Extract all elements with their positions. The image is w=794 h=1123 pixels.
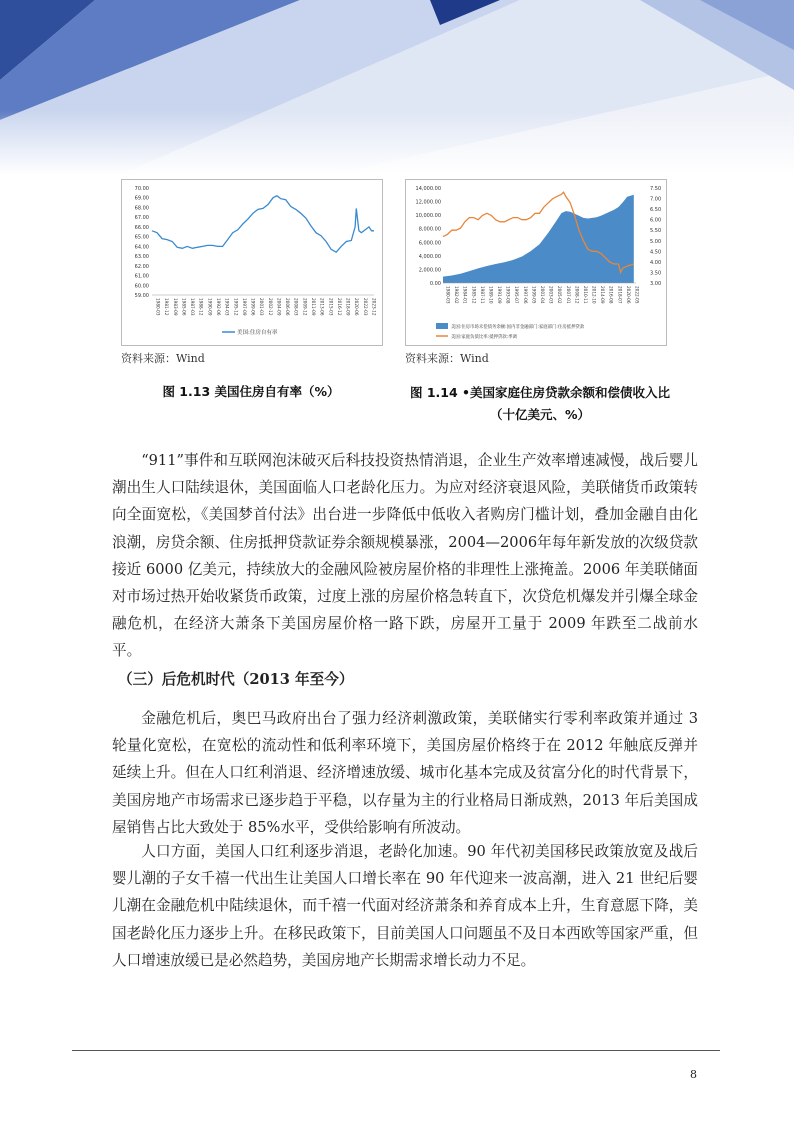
x-tick-label: 2006-06 <box>285 298 291 316</box>
x-tick-label: 2001-03 <box>259 298 265 316</box>
x-tick-label: 1989-10 <box>488 286 494 304</box>
y-left-tick-label: 0.00 <box>429 281 441 287</box>
x-tick-label: 2015-03 <box>328 298 334 316</box>
x-tick-label: 1984-01 <box>462 286 468 304</box>
x-tick-label: 2022-05 <box>634 286 640 304</box>
figure-1-14-caption-line2: （十亿美元、%） <box>489 407 591 422</box>
y-right-tick-label: 7.50 <box>650 186 662 192</box>
y-tick-label: 66.00 <box>134 224 149 231</box>
x-tick-label: 1980-03 <box>155 298 161 316</box>
x-tick-label: 1983-09 <box>172 298 178 316</box>
figure-1-14-caption <box>395 382 685 426</box>
x-tick-label: 1981-12 <box>164 298 170 316</box>
x-tick-label: 2020-06 <box>354 298 360 316</box>
y-right-tick-label: 3.00 <box>650 281 662 287</box>
x-tick-label: 2018-07 <box>617 286 623 304</box>
x-tick-label: 2020-06 <box>625 286 631 304</box>
x-tick-label: 2008-03 <box>293 298 299 316</box>
figure-1-13-source: 资料来源：Wind <box>121 352 205 365</box>
x-tick-label: 1994-03 <box>224 298 230 316</box>
section-heading: （三）后危机时代（2013 年至今） <box>118 671 354 688</box>
y-tick-label: 59.00 <box>134 293 149 299</box>
figure-1-14-source: 资料来源：Wind <box>405 352 489 365</box>
x-tick-label: 1980-03 <box>445 286 451 304</box>
y-right-tick-label: 4.00 <box>650 259 662 266</box>
paragraph-2: 金融危机后，奥巴马政府出台了强力经济刺激政策，美联储实行零利率政策并通过 3 轮量化宽松，在宽松的流动性和低利率环境下，美国房屋价格终于在 2012 年触底反弹并延续上升。但在人口红利消退、经济增速放缓、城市化基本完成及贫富分化的时代背景下，美国房地产市场需求已逐步趋于平稳，以存量为主的行业格局日渐成熟，2013 年后美国成屋销售占比大致处于 85%水平，受供给影响有所波动。 <box>112 710 698 836</box>
x-tick-label: 2013-06 <box>319 298 325 316</box>
x-tick-label: 2002-12 <box>267 298 273 316</box>
y-right-tick-label: 6.50 <box>650 207 662 214</box>
x-tick-label: 1997-06 <box>522 286 528 304</box>
y-left-tick-label: 14,000.00 <box>415 186 441 192</box>
x-tick-label: 1993-08 <box>505 286 511 304</box>
y-tick-label: 61.00 <box>134 273 149 280</box>
figure-1-13-caption: 图 1.13 美国住房自有率（%） <box>162 384 340 399</box>
y-right-tick-label: 5.00 <box>650 238 662 245</box>
x-tick-label: 2023-12 <box>371 298 377 316</box>
homeownership-rate-chart <box>122 180 382 345</box>
x-tick-label: 2014-09 <box>600 286 606 304</box>
x-tick-label: 2008-12 <box>574 286 580 304</box>
x-tick-label: 1999-05 <box>531 286 537 304</box>
y-tick-label: 62.00 <box>134 263 149 270</box>
x-tick-label: 2016-12 <box>336 298 342 316</box>
x-tick-label: 1995-07 <box>514 286 520 304</box>
x-tick-label: 1985-12 <box>471 286 477 304</box>
y-tick-label: 64.00 <box>134 244 149 251</box>
y-tick-label: 69.00 <box>134 195 149 202</box>
x-tick-label: 1990-09 <box>207 298 213 316</box>
y-tick-label: 70.00 <box>134 186 149 192</box>
x-tick-label: 1991-09 <box>497 286 503 304</box>
x-tick-label: 1987-03 <box>190 298 196 316</box>
y-tick-label: 68.00 <box>134 205 149 212</box>
x-tick-label: 2005-02 <box>557 286 563 304</box>
x-tick-label: 2004-09 <box>276 298 282 316</box>
y-right-tick-label: 3.50 <box>650 270 662 277</box>
y-tick-label: 67.00 <box>134 215 149 222</box>
legend-label-area: 美国:住房市场未偿债务余额:国内非金融部门:家庭部门:住房抵押贷款 <box>451 325 585 330</box>
y-tick-label: 63.00 <box>134 254 149 261</box>
y-left-tick-label: 10,000.00 <box>415 213 441 220</box>
x-tick-label: 1995-12 <box>233 298 239 316</box>
paragraph-1: “911”事件和互联网泡沫破灭后科技投资热情消退，企业生产效率增速减慢，战后婴儿潮出生人口陆续退休，美国面临人口老龄化压力。为应对经济衰退风险，美联储货币政策转向全面宽松，《美国梦首付法》出台进一步降低中低收入者购房门槛计划，叠加金融自由化浪潮，房贷余额、住房抵押贷款证券余额规模暴涨，2004—2006年每年新发放的次级贷款接近 6000 亿美元，持续放大的金融风险被房屋价格的非理性上涨掩盖。2006 年美联储面对市场过热开始收紧货币政策，过度上涨的房屋价格急转直下，次贷危机爆发并引爆全球金融危机，在经济大萧条下美国房屋价格一路下跌，房屋开工量于 2009 年跌至二战前水平。 <box>112 452 698 660</box>
y-tick-label: 65.00 <box>134 234 149 241</box>
x-tick-label: 2011-09 <box>311 298 317 316</box>
y-right-tick-label: 5.50 <box>650 228 662 235</box>
x-tick-label: 1985-06 <box>181 298 187 316</box>
y-left-tick-label: 8,000.00 <box>418 226 441 233</box>
y-right-tick-label: 6.00 <box>650 217 662 224</box>
x-tick-label: 2010-11 <box>582 286 588 304</box>
homeownership-line <box>152 196 374 252</box>
footer-divider <box>72 1050 720 1051</box>
header-banner <box>0 0 794 175</box>
x-tick-label: 2001-04 <box>540 286 545 304</box>
page-number: 8 <box>690 1068 697 1081</box>
y-right-tick-label: 4.50 <box>650 249 662 256</box>
figure-1-14-caption-line1: 图 1.14 •美国家庭住房贷款余额和偿债收入比 <box>409 385 671 400</box>
x-tick-label: 2016-08 <box>608 286 614 304</box>
y-left-tick-label: 4,000.00 <box>418 253 441 260</box>
y-tick-label: 60.00 <box>134 283 149 290</box>
x-tick-label: 1999-06 <box>250 298 256 316</box>
x-tick-label: 2007-01 <box>565 286 571 304</box>
y-right-tick-label: 7.00 <box>650 196 662 203</box>
legend-label-line: 美国:家庭负债比率:抵押贷款:季调 <box>451 335 517 340</box>
x-tick-label: 2009-12 <box>302 298 308 316</box>
y-left-tick-label: 12,000.00 <box>415 199 441 206</box>
mortgage-balance-area <box>443 195 634 283</box>
x-tick-label: 2018-09 <box>345 298 351 316</box>
x-tick-label: 1997-09 <box>241 298 247 316</box>
x-tick-label: 2022-03 <box>362 298 368 316</box>
mortgage-balance-chart <box>406 180 666 345</box>
figure-1-14 <box>405 179 667 346</box>
figure-1-13 <box>121 179 383 346</box>
legend-label: 美国:住房自有率 <box>237 330 278 336</box>
x-tick-label: 1992-06 <box>215 298 221 316</box>
x-tick-label: 1988-12 <box>198 298 204 316</box>
x-tick-label: 1982-02 <box>454 286 460 304</box>
paragraph-3: 人口方面，美国人口红利逐步消退，老龄化加速。90 年代初美国移民政策放宽及战后婴儿潮的子女千禧一代出生让美国人口增长率在 90 年代迎来一波高潮，进入 21 世纪后婴儿潮在金融危机中陆续退休，而千禧一代面对经济萧条和养育成本上升，生育意愿下降，美国老龄化压力逐步上升。在移民政策下，目前美国人口问题虽不及日本西欧等国家严重，但人口增速放缓已是必然趋势，美国房地产长期需求增长动力不足。 <box>112 843 698 969</box>
y-left-tick-label: 6,000.00 <box>418 240 441 247</box>
x-tick-label: 2012-10 <box>591 286 597 304</box>
x-tick-label: 2003-03 <box>548 286 554 304</box>
x-tick-label: 1987-11 <box>479 286 485 304</box>
legend-swatch-area <box>436 323 448 329</box>
y-left-tick-label: 2,000.00 <box>418 267 441 274</box>
